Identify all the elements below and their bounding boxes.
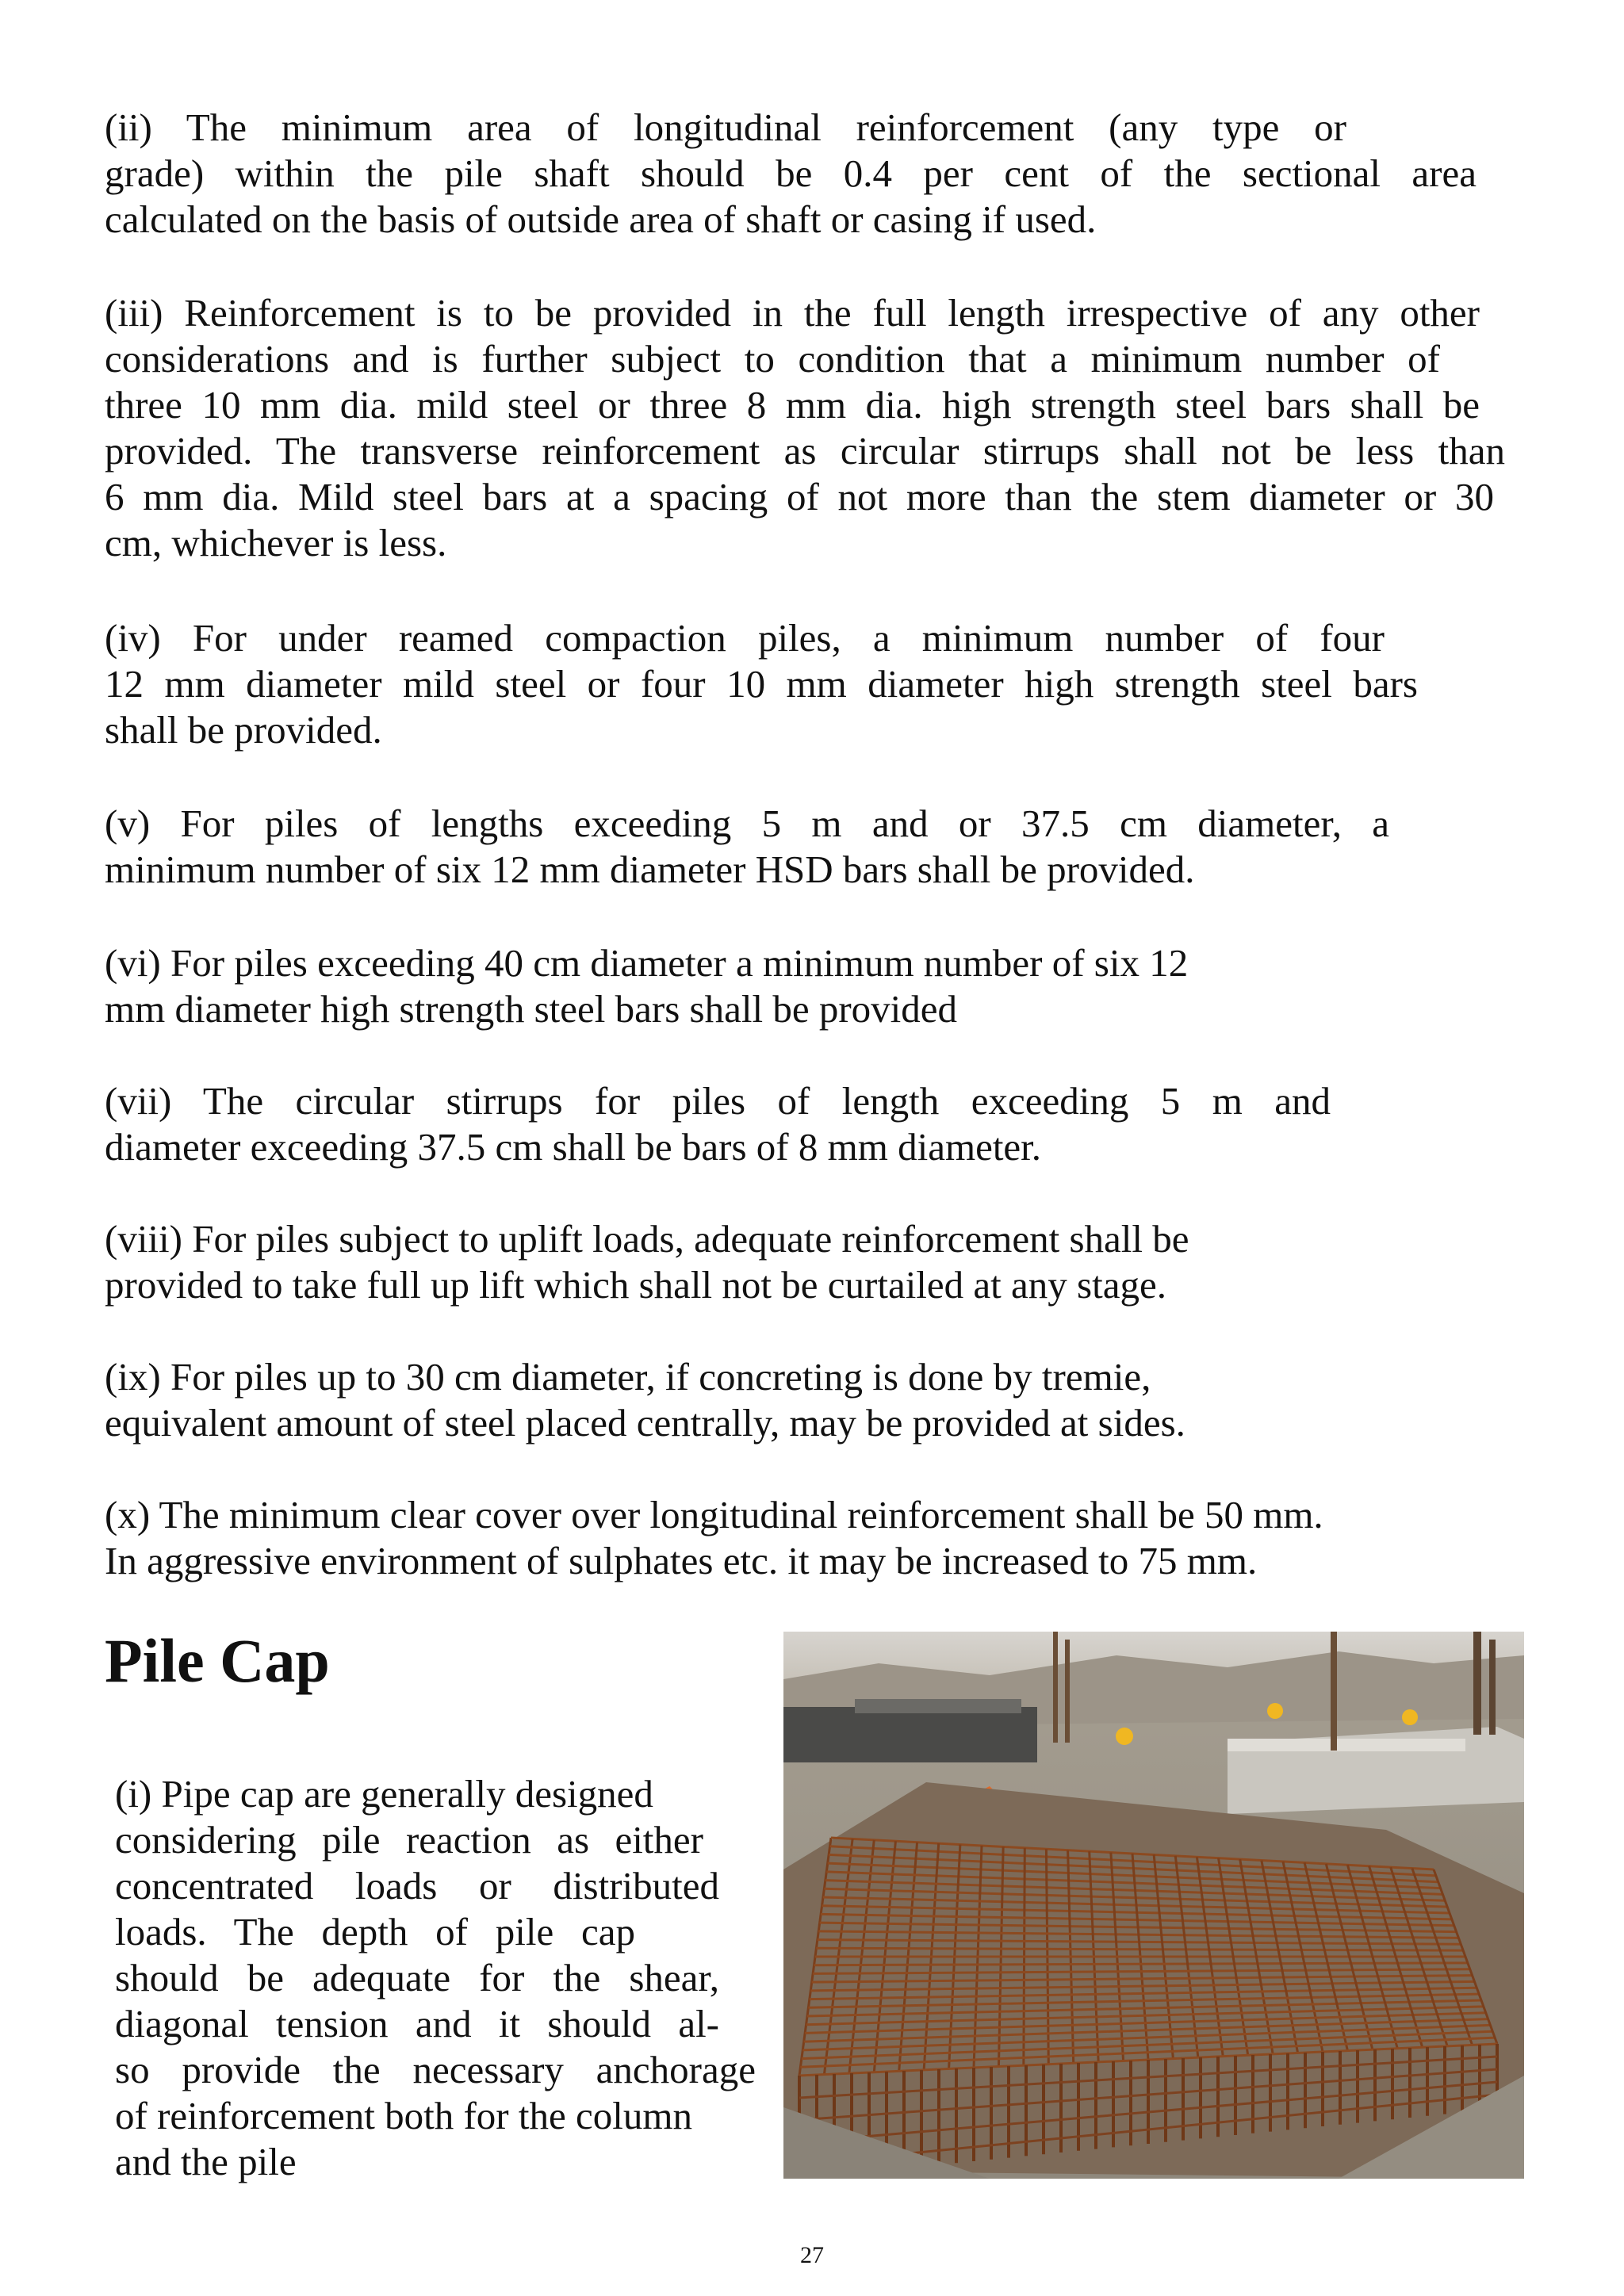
photo-illustration — [783, 1632, 1524, 2179]
paragraph-ii — [105, 105, 1508, 243]
paragraph-vi — [105, 940, 1508, 1032]
text-line: considering pile reaction as either — [115, 1818, 703, 1862]
text-line: mm diameter high strength steel bars shall be provided — [105, 987, 958, 1031]
text-line: concentrated loads or distributed — [115, 1864, 719, 1908]
text-line: grade) within the pile shaft should be 0.4 per cent of the sectional area — [105, 151, 1477, 195]
text-line: (x) The minimum clear cover over longitudinal reinforcement shall be 50 mm. — [105, 1493, 1323, 1536]
paragraph-ix — [105, 1354, 1508, 1446]
paragraph-v — [105, 801, 1508, 893]
text-line: minimum number of six 12 mm diameter HSD bars shall be provided. — [105, 848, 1195, 891]
text-line: cm, whichever is less. — [105, 521, 447, 564]
text-line: calculated on the basis of outside area of shaft or casing if used. — [105, 197, 1097, 241]
text-line: shall be provided. — [105, 708, 382, 752]
pile-cap-reinforcement-photo — [783, 1632, 1524, 2179]
text-line: diameter exceeding 37.5 cm shall be bars of 8 mm diameter. — [105, 1125, 1042, 1169]
text-line: (viii) For piles subject to uplift loads, adequate reinforcement shall be — [105, 1217, 1189, 1261]
paragraph-iv — [105, 615, 1508, 753]
text-line: should be adequate for the shear, — [115, 1956, 719, 1999]
text-line: so provide the necessary anchorage — [115, 2048, 756, 2091]
text-line: 12 mm diameter mild steel or four 10 mm diameter high strength steel bars — [105, 662, 1418, 706]
text-line: In aggressive environment of sulphates etc. it may be increased to 75 mm. — [105, 1539, 1258, 1582]
text-line: three 10 mm dia. mild steel or three 8 mm dia. high strength steel bars shall be — [105, 383, 1480, 427]
section-heading: Pile Cap — [105, 1626, 330, 1695]
text-line: (ii) The minimum area of longitudinal reinforcement (any type or — [105, 105, 1346, 149]
text-line: (iv) For under reamed compaction piles, a minimum number of four — [105, 616, 1385, 660]
paragraph-iii — [105, 290, 1508, 566]
text-line: provided. The transverse reinforcement as circular stirrups shall not be less than — [105, 429, 1505, 473]
text-line: (vii) The circular stirrups for piles of length exceeding 5 m and — [105, 1079, 1331, 1123]
text-line: (iii) Reinforcement is to be provided in the full length irrespective of any other — [105, 291, 1480, 335]
text-line: considerations and is further subject to condition that a minimum number of — [105, 337, 1440, 381]
text-line: loads. The depth of pile cap — [115, 1910, 635, 1954]
text-line: of reinforcement both for the column — [115, 2094, 692, 2137]
text-line: and the pile — [115, 2140, 297, 2183]
text-line: equivalent amount of steel placed centrally, may be provided at sides. — [105, 1401, 1185, 1445]
page-number: 27 — [800, 2242, 824, 2268]
pile-cap-paragraph — [115, 1771, 765, 2185]
paragraph-viii — [105, 1216, 1508, 1308]
paragraph-vii — [105, 1078, 1508, 1170]
text-line: (vi) For piles exceeding 40 cm diameter a minimum number of six 12 — [105, 941, 1189, 985]
text-line: (v) For piles of lengths exceeding 5 m and or 37.5 cm diameter, a — [105, 802, 1389, 845]
text-line: provided to take full up lift which shall not be curtailed at any stage. — [105, 1263, 1166, 1307]
text-line: diagonal tension and it should al- — [115, 2002, 719, 2045]
paragraph-x — [105, 1492, 1508, 1584]
text-line: 6 mm dia. Mild steel bars at a spacing of not more than the stem diameter or 30 — [105, 475, 1494, 519]
text-line: (i) Pipe cap are generally designed — [115, 1772, 653, 1816]
text-line: (ix) For piles up to 30 cm diameter, if concreting is done by tremie, — [105, 1355, 1151, 1399]
